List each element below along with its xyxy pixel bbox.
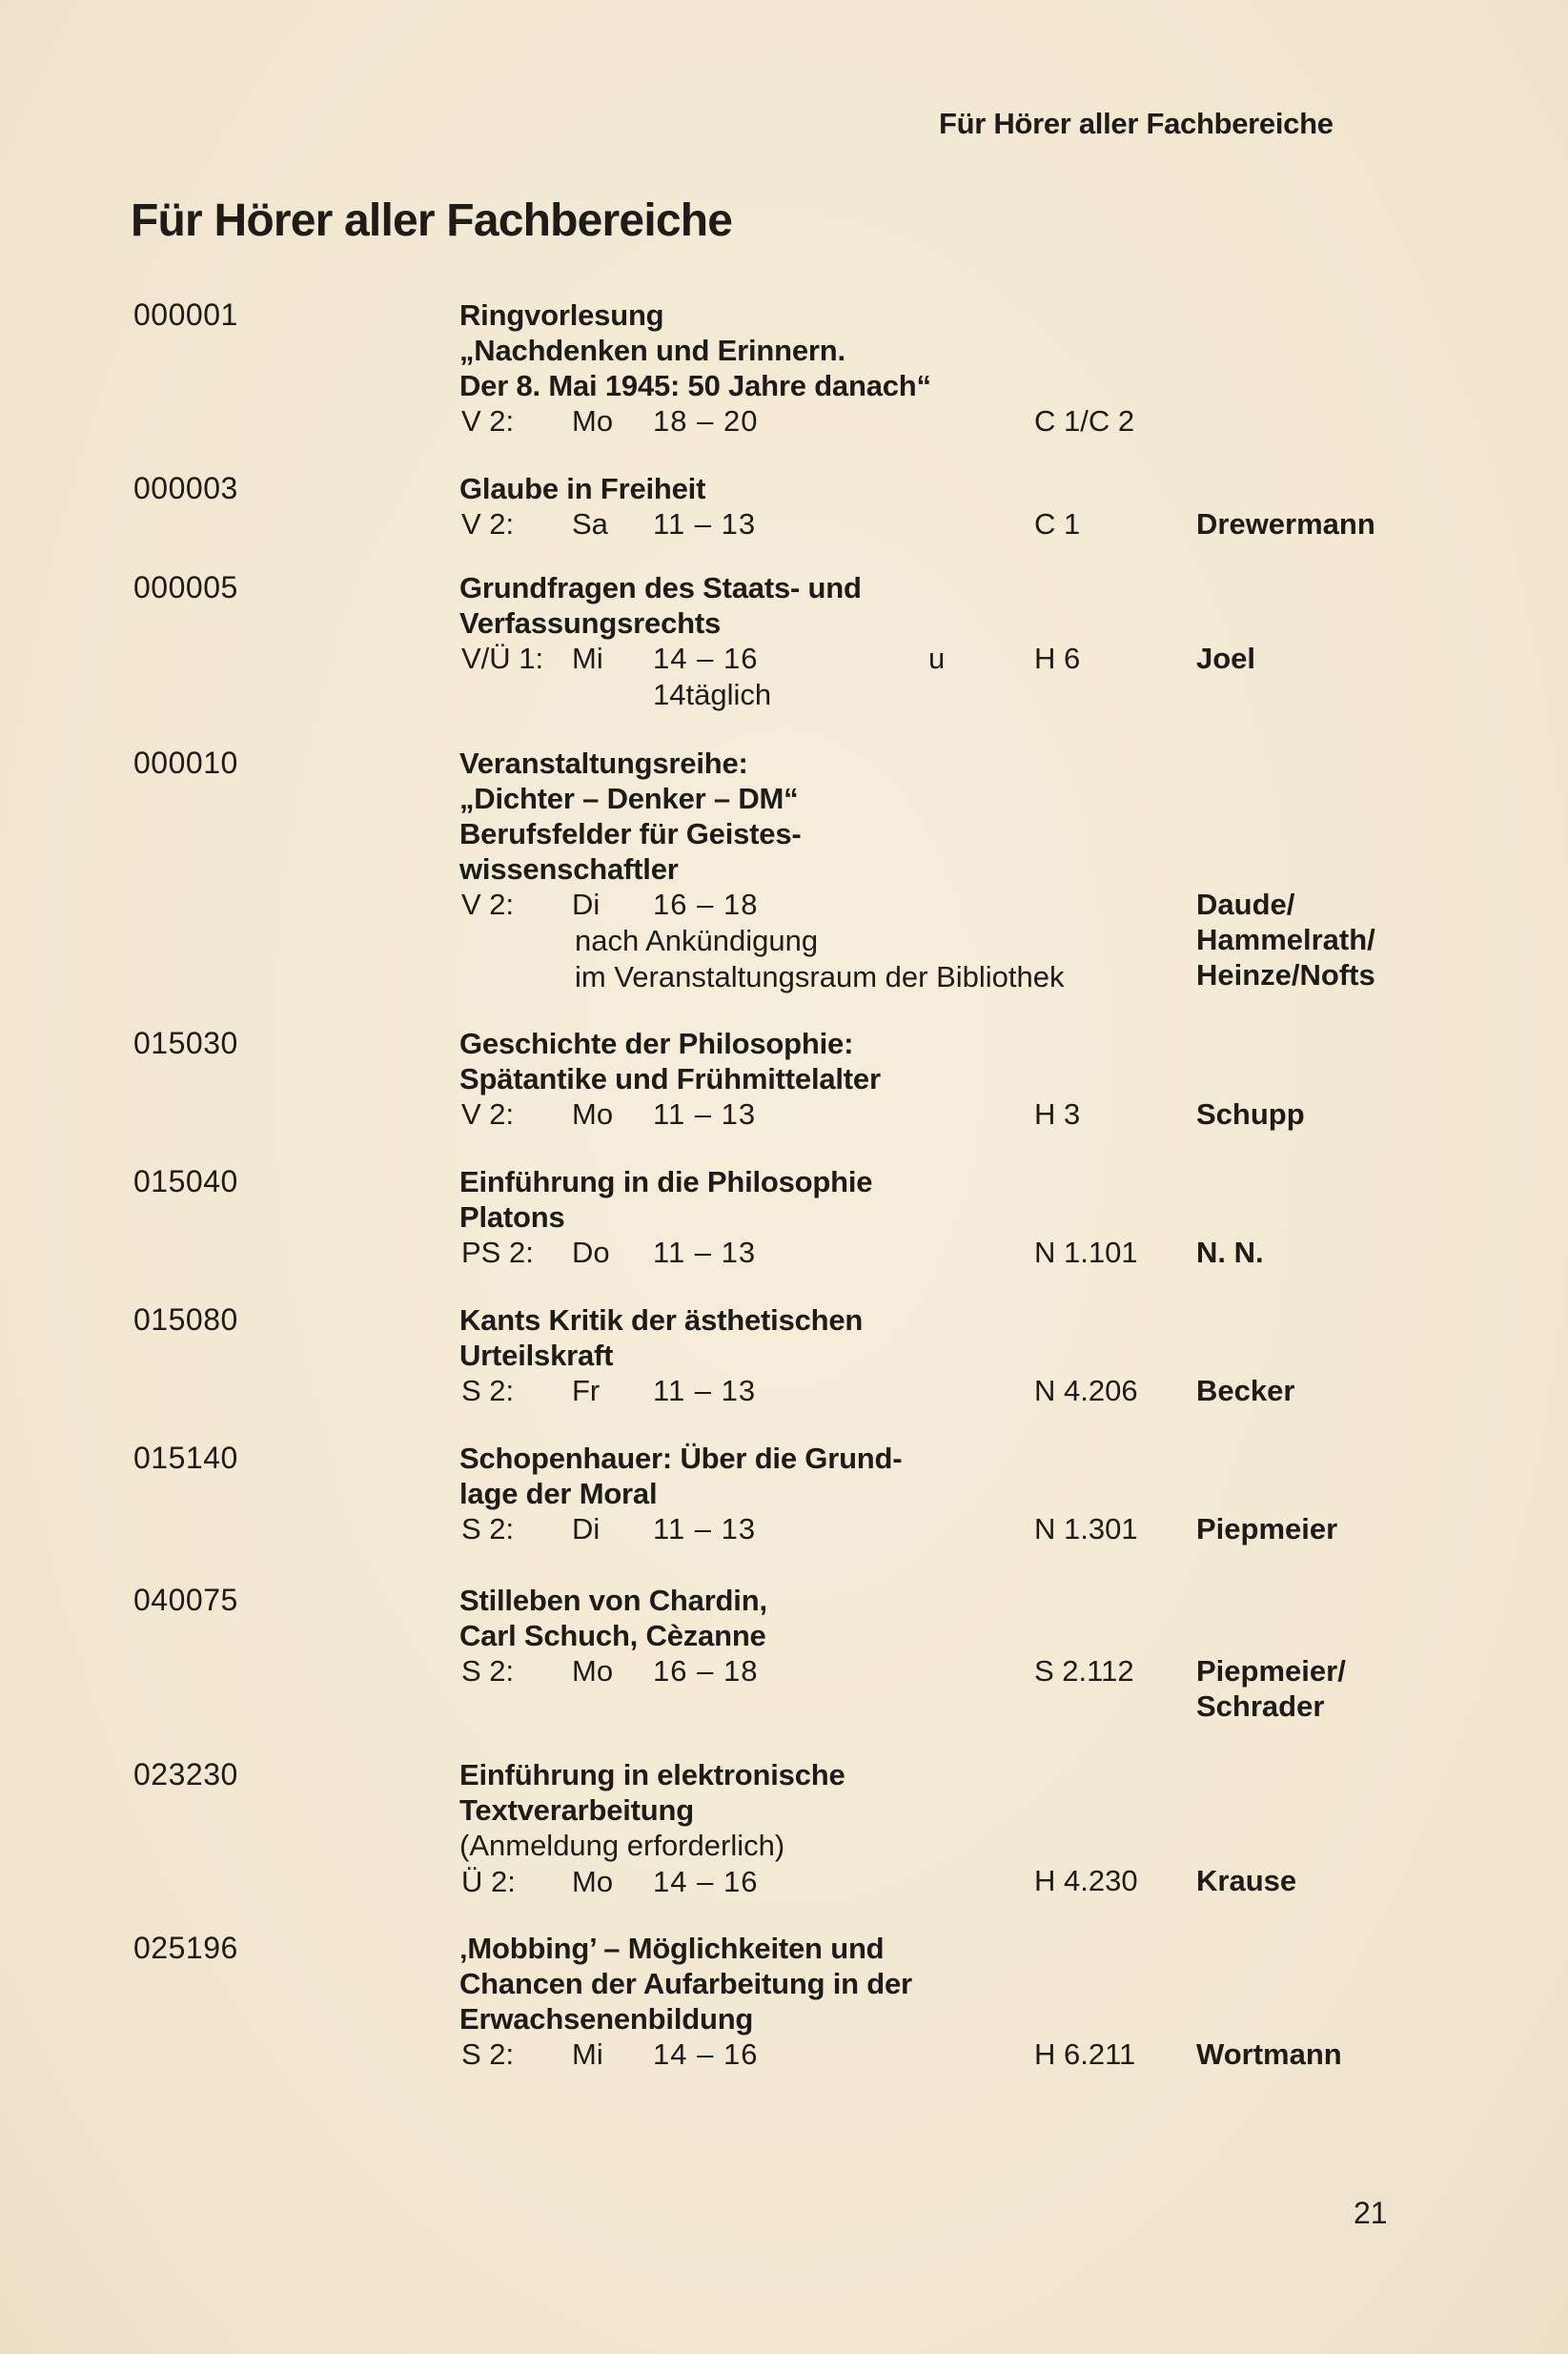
course-note: nach Ankündigung [575,924,819,957]
course-type: V 2: [461,1097,515,1131]
course-title-line: Urteilskraft [459,1339,614,1372]
course-type: V 2: [461,888,515,921]
course-schedule [459,887,1241,923]
course-code: 000001 [133,297,238,332]
course-lecturer: Drewermann [1196,507,1375,541]
course-room: H 6.211 [1034,2037,1136,2071]
course-type: S 2: [461,1374,515,1407]
course-room: H 6 [1034,642,1081,675]
course-rhythm: u [928,642,946,675]
course-lecturer: Krause [1196,1864,1297,1897]
course-day: Di [572,1512,601,1545]
course-type: S 2: [461,1512,515,1545]
course-lecturer: Daude/ [1196,888,1295,921]
course-details [459,471,1241,542]
course-lecturer: Piepmeier/ [1196,1654,1346,1688]
course-type: Ü 2: [461,1865,516,1898]
course-day: Sa [572,507,608,541]
course-day: Fr [572,1374,601,1407]
course-title-line: Textverarbeitung [459,1793,695,1827]
course-title-line: Carl Schuch, Cèzanne [459,1619,766,1652]
course-day: Mo [572,1865,614,1898]
course-schedule [459,641,1241,677]
course-title-line: Schopenhauer: Über die Grund- [459,1442,903,1475]
course-title-line: Der 8. Mai 1945: 50 Jahre danach“ [459,369,931,402]
course-title-line: wissenschaftler [459,852,679,886]
course-note: 14täglich [653,678,772,711]
course-time: 16 – 18 [653,1654,759,1688]
course-title-line: Spätantike und Frühmittelalter [459,1062,881,1095]
course-title-line: Ringvorlesung [459,298,664,332]
course-type: V 2: [461,507,515,541]
course-type: V/Ü 1: [461,642,544,675]
course-details [459,746,1241,995]
course-room: H 4.230 [1034,1864,1138,1897]
course-time: 14 – 16 [653,1865,759,1898]
course-type: S 2: [461,2037,515,2071]
course-schedule [459,506,1241,542]
course-code: 015030 [133,1026,238,1060]
course-room: C 1/C 2 [1034,404,1135,438]
course-room: C 1 [1034,507,1081,541]
course-day: Mi [572,2037,603,2071]
course-lecturer: Schupp [1196,1097,1305,1131]
course-title-line: Geschichte der Philosophie: [459,1027,854,1060]
course-room: S 2.112 [1034,1654,1134,1688]
course-code: 025196 [133,1931,238,1965]
course-type: S 2: [461,1654,515,1688]
course-lecturer: Hammelrath/ [1196,923,1375,956]
course-room: H 3 [1034,1097,1081,1131]
course-title-line: Erwachsenenbildung [459,2002,754,2036]
course-lecturer: Schrader [1196,1689,1325,1723]
course-code: 000003 [133,471,238,505]
course-title-line: Einführung in die Philosophie [459,1165,873,1198]
course-code: 040075 [133,1583,238,1617]
course-details [459,1026,1241,1133]
running-header: Für Hörer aller Fachbereiche [939,107,1334,140]
course-code: 015140 [133,1441,238,1475]
course-title-line: Glaube in Freiheit [459,472,706,505]
course-time: 14 – 16 [653,2037,759,2071]
course-title-line: Veranstaltungsreihe: [459,747,748,780]
course-time: 11 – 13 [653,507,757,541]
course-code: 023230 [133,1757,238,1791]
course-note: im Veranstaltungsraum der Bibliothek [575,960,1065,993]
course-time: 14 – 16 [653,642,759,675]
course-title-line: Verfassungsrechts [459,606,722,640]
page-number: 21 [1354,2196,1388,2230]
course-day: Di [572,888,601,921]
course-day: Mo [572,404,614,438]
course-schedule [459,1096,1241,1133]
course-time: 11 – 13 [653,1236,757,1269]
course-time: 11 – 13 [653,1097,757,1131]
course-title-line: Chancen der Aufarbeitung in der [459,1967,912,2000]
course-type: V 2: [461,404,515,438]
course-note: (Anmeldung erforderlich) [459,1829,785,1862]
course-title-line: Berufsfelder für Geistes- [459,817,802,850]
course-room: N 1.101 [1034,1236,1138,1269]
course-details [459,570,1241,713]
course-lecturer: Becker [1196,1374,1295,1407]
course-lecturer: Joel [1196,642,1256,675]
course-title-line: lage der Moral [459,1477,658,1510]
course-code: 000005 [133,570,238,604]
course-title-line: Grundfragen des Staats- und [459,571,862,604]
course-day: Mo [572,1097,614,1131]
course-lecturer: N. N. [1196,1236,1264,1269]
course-lecturer: Heinze/Nofts [1196,958,1375,992]
course-room: N 1.301 [1034,1512,1138,1545]
course-title-line: ‚Mobbing’ – Möglichkeiten und [459,1932,885,1965]
course-time: 11 – 13 [653,1374,757,1407]
section-title: Für Hörer aller Fachbereiche [131,195,733,246]
course-title-line: „Nachdenken und Erinnern. [459,334,845,367]
course-code: 000010 [133,746,238,780]
course-time: 18 – 20 [653,404,759,438]
course-time: 16 – 18 [653,888,759,921]
course-lecturer: Piepmeier [1196,1512,1338,1545]
course-title-line: Einführung in elektronische [459,1758,845,1791]
course-day: Mi [572,642,603,675]
course-title-line: Platons [459,1200,565,1234]
course-code: 015080 [133,1302,238,1337]
course-day: Mo [572,1654,614,1688]
course-room: N 4.206 [1034,1374,1138,1407]
course-title-line: Kants Kritik der ästhetischen [459,1303,864,1337]
course-title-line: „Dichter – Denker – DM“ [459,782,799,815]
course-code: 015040 [133,1164,238,1198]
course-day: Do [572,1236,610,1269]
course-lecturer: Wortmann [1196,2037,1342,2071]
course-time: 11 – 13 [653,1512,757,1545]
course-type: PS 2: [461,1236,534,1269]
course-title-line: Stilleben von Chardin, [459,1584,767,1617]
